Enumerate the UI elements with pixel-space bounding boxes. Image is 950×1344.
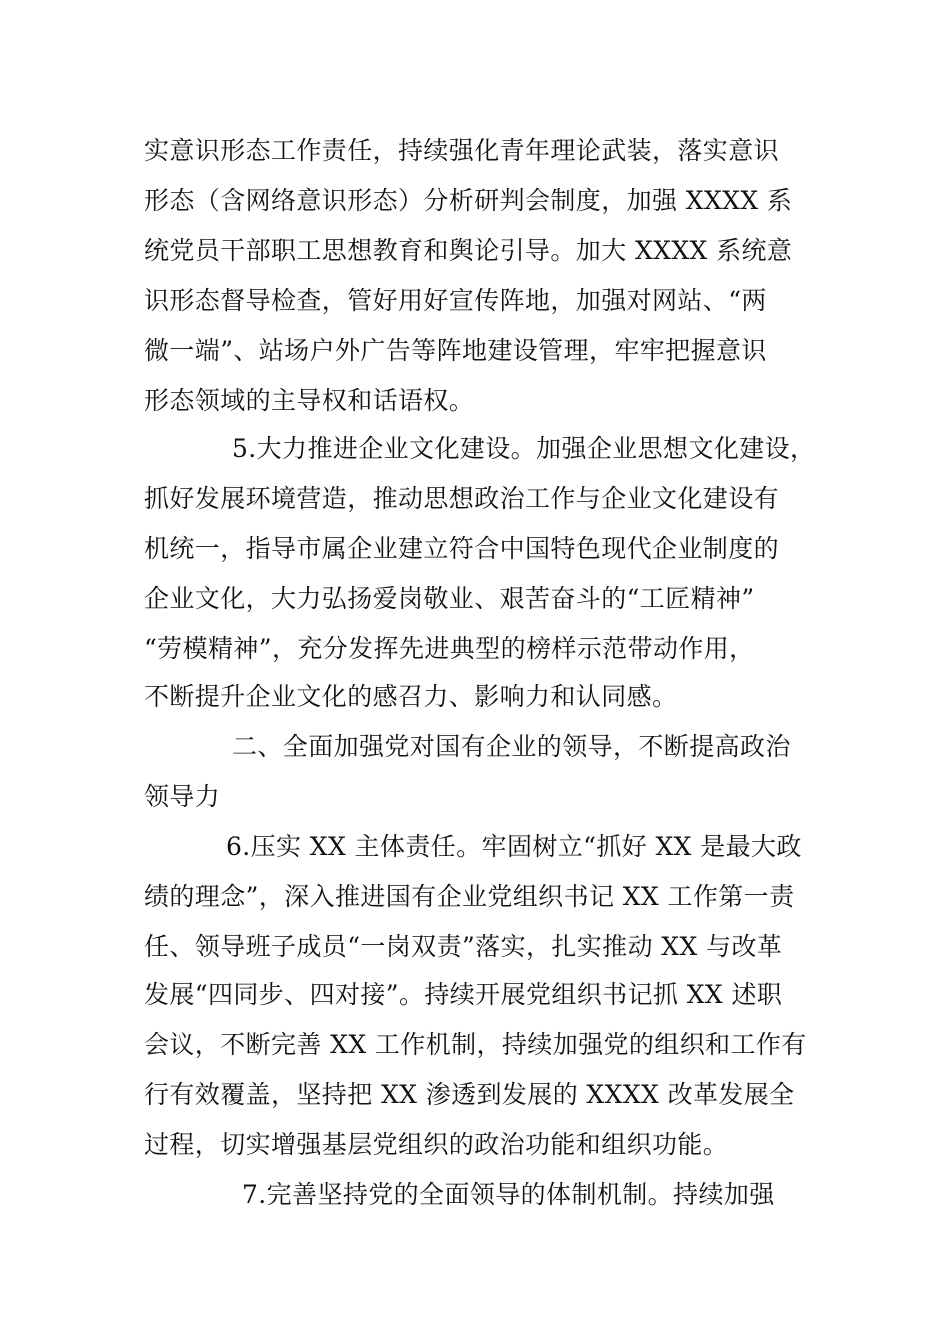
- text-line: 机统一，指导市属企业建立符合中国特色现代企业制度的: [144, 534, 780, 563]
- text-line: 形态领域的主导权和话语权。: [144, 386, 475, 415]
- paragraph-heading-7: 7.完善坚持党的全面领导的体制机制。持续加强: [242, 1180, 775, 1209]
- paragraph-heading-5: 5.大力推进企业文化建设。加强企业思想文化建设，: [232, 434, 816, 463]
- text-line: 企业文化，大力弘扬爱岗敬业、艰苦奋斗的“工匠精神”: [144, 584, 755, 613]
- section-heading-2-cont: 领导力: [144, 782, 221, 811]
- text-line: 实意识形态工作责任，持续强化青年理论武装，落实意识: [144, 136, 780, 165]
- text-line: 识形态督导检查，管好用好宣传阵地，加强对网站、“两: [144, 286, 767, 315]
- text-line: 过程，切实增强基层党组织的政治功能和组织功能。: [144, 1130, 729, 1159]
- text-line: 不断提升企业文化的感召力、影响力和认同感。: [144, 682, 678, 711]
- section-heading-2: 二、全面加强党对国有企业的领导，不断提高政治: [232, 732, 791, 761]
- text-line: 会议，不断完善 XX 工作机制，持续加强党的组织和工作有: [144, 1030, 807, 1059]
- text-line: 形态（含网络意识形态）分析研判会制度，加强 XXXX 系: [144, 186, 793, 215]
- paragraph-heading-6: 6.压实 XX 主体责任。牢固树立“抓好 XX 是最大政: [226, 832, 802, 861]
- text-line: 发展“四同步、四对接”。持续开展党组织书记抓 XX 述职: [144, 980, 783, 1009]
- text-line: 任、领导班子成员“一岗双责”落实，扎实推动 XX 与改革: [144, 932, 783, 961]
- text-line: 微一端”、站场户外广告等阵地建设管理，牢牢把握意识: [144, 336, 767, 365]
- text-line: 统党员干部职工思想教育和舆论引导。加大 XXXX 系统意: [144, 236, 793, 265]
- text-line: “劳模精神”，充分发挥先进典型的榜样示范带动作用，: [144, 634, 755, 663]
- text-line: 行有效覆盖，坚持把 XX 渗透到发展的 XXXX 改革发展全: [144, 1080, 795, 1109]
- text-line: 抓好发展环境营造，推动思想政治工作与企业文化建设有: [144, 484, 780, 513]
- text-line: 绩的理念”，深入推进国有企业党组织书记 XX 工作第一责: [144, 882, 795, 911]
